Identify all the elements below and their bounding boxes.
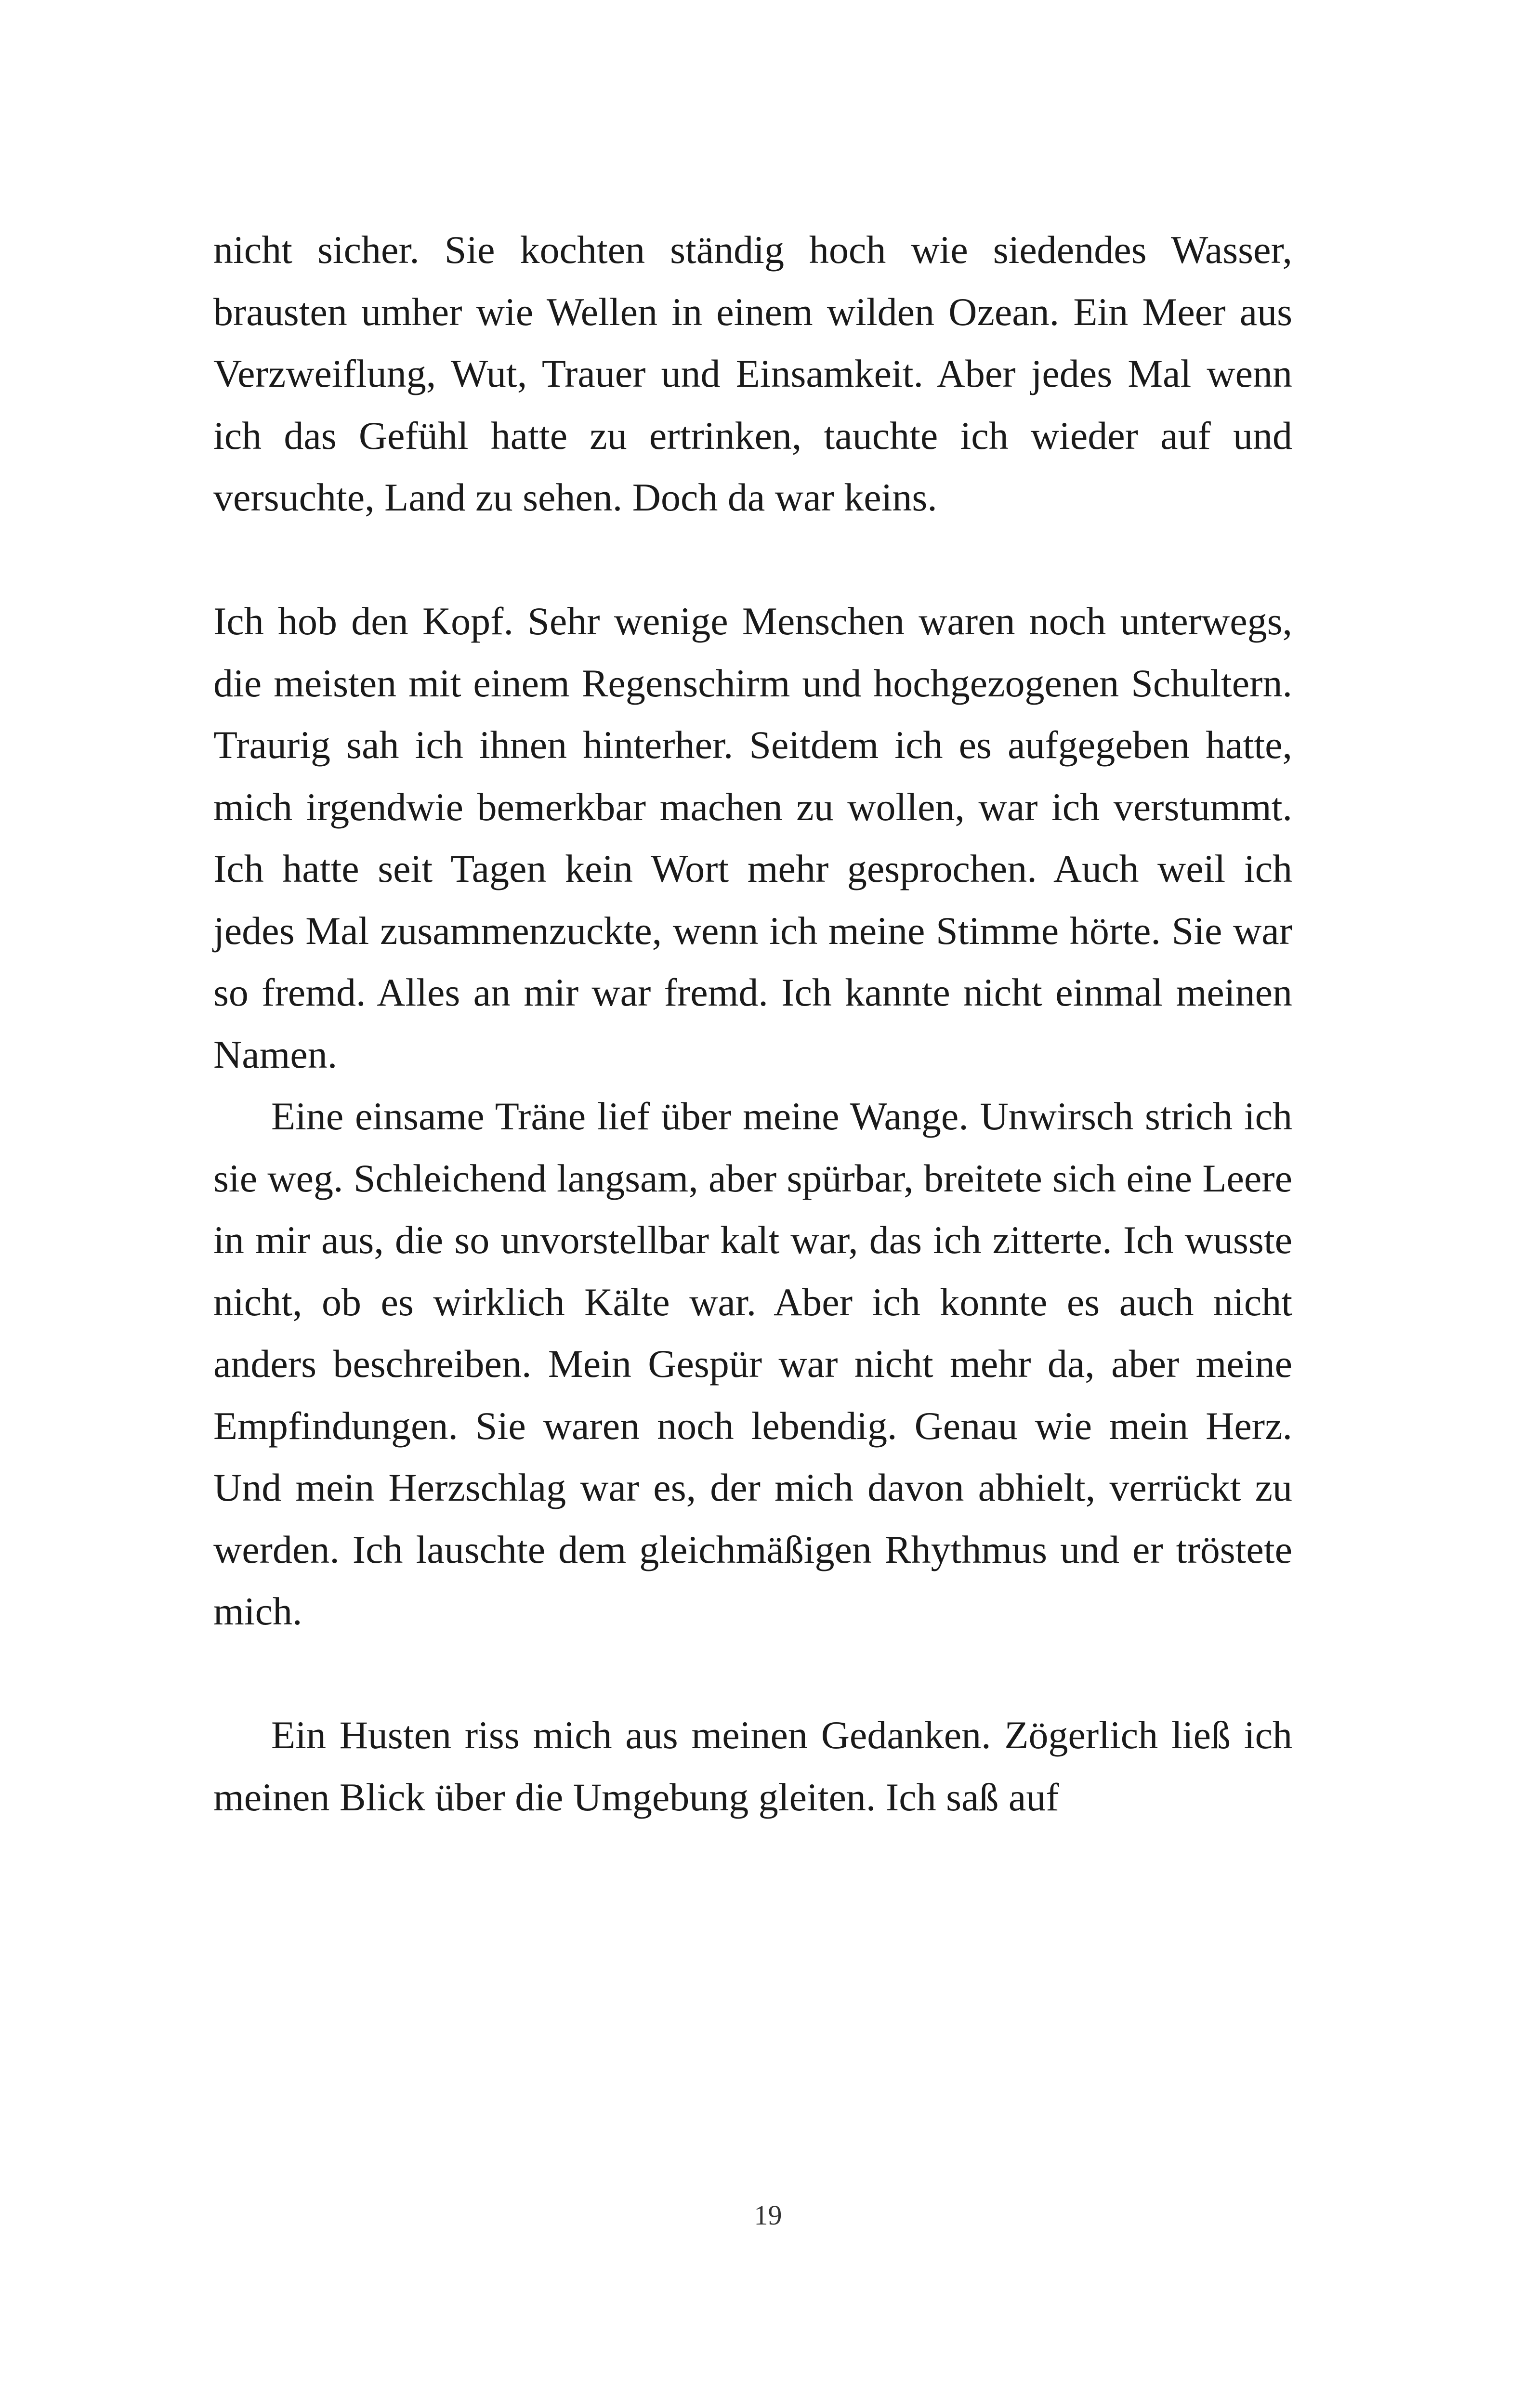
paragraph-1: nicht sicher. Sie kochten ständig hoch wie siedendes Wasser, brausten umher wie Wellen in einem wilden Ozean. Ein Meer aus Verzweiflung, Wut, Trauer und Einsamkeit. Aber jedes Mal wenn ich das Gefühl hatte zu ertrinken, tauchte ich wieder auf und versuchte, Land zu sehen. Doch da war keins.	[213, 228, 1292, 519]
paragraph-4: Ein Husten riss mich aus meinen Gedanken. Zögerlich ließ ich meinen Blick über die Umgebung gleiten. Ich saß auf	[213, 1713, 1292, 1819]
paragraph-3: Eine einsame Träne lief über meine Wange. Unwirsch strich ich sie weg. Schleichend langsam, aber spürbar, breitete sich eine Leere in mir aus, die so unvorstellbar kalt war, das ich zitterte. Ich wusste nicht, ob es wirklich Kälte war. Aber ich konnte es auch nicht anders beschreiben. Mein Gespür war nicht mehr da, aber meine Empfindungen. Sie waren noch lebendig. Genau wie mein Herz. Und mein Herzschlag war es, der mich davon abhielt, verrückt zu werden. Ich lauschte dem gleichmäßigen Rhythmus und er tröstete mich.	[213, 1094, 1292, 1633]
body-text	[213, 219, 1292, 1828]
page-number: 19	[754, 2199, 782, 2231]
paragraph-2: Ich hob den Kopf. Sehr wenige Menschen waren noch unterwegs, die meisten mit einem Regenschirm und hochgezogenen Schultern. Traurig sah ich ihnen hinterher. Seitdem ich es aufgegeben hatte, mich irgendwie bemerkbar machen zu wollen, war ich verstummt. Ich hatte seit Tagen kein Wort mehr gesprochen. Auch weil ich jedes Mal zusammenzuckte, wenn ich meine Stimme hörte. Sie war so fremd. Alles an mir war fremd. Ich kannte nicht einmal meinen Namen.	[213, 599, 1292, 1076]
